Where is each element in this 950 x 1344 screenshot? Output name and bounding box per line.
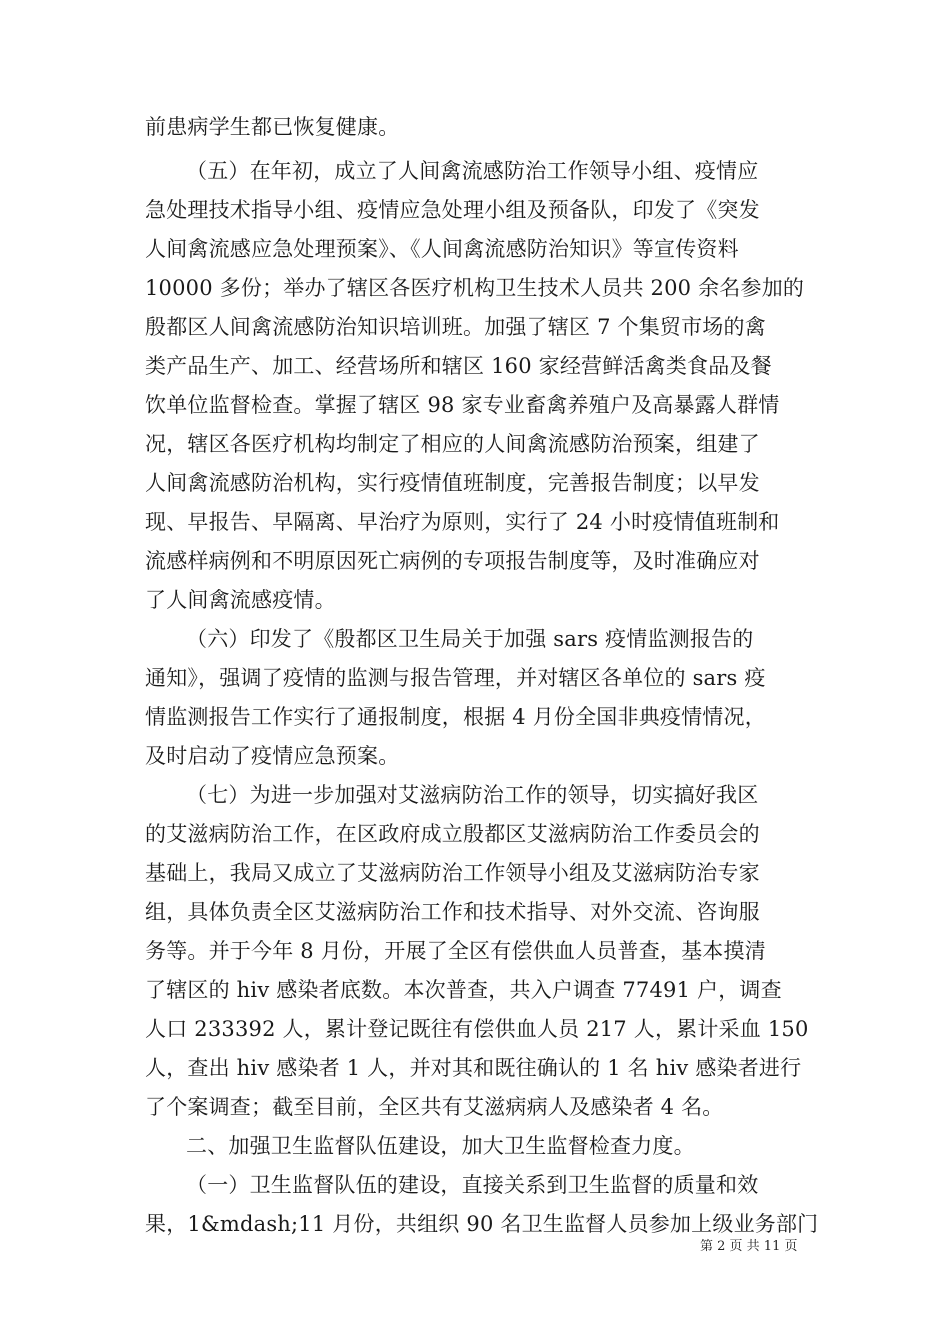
text-line: 流感样病例和不明原因死亡病例的专项报告制度等，及时准确应对 bbox=[145, 549, 760, 573]
text-line: 情监测报告工作实行了通报制度，根据 4 月份全国非典疫情情况， bbox=[145, 705, 766, 729]
text-line: （七）为进一步加强对艾滋病防治工作的领导，切实搞好我区 bbox=[186, 783, 759, 807]
text-line: 人口 233392 人，累计登记既往有偿供血人员 217 人，累计采血 150 bbox=[145, 1017, 809, 1041]
text-line: 类产品生产、加工、经营场所和辖区 160 家经营鲜活禽类食品及餐 bbox=[145, 354, 772, 378]
text-line: 现、早报告、早隔离、早治疗为原则，实行了 24 小时疫情值班制和 bbox=[145, 510, 780, 534]
text-line: （六）印发了《殷都区卫生局关于加强 sars 疫情监测报告的 bbox=[186, 627, 754, 651]
text-line: 基础上，我局又成立了艾滋病防治工作领导小组及艾滋病防治专家 bbox=[145, 861, 760, 885]
text-line: 人间禽流感应急处理预案》、《人间禽流感防治知识》等宣传资料 bbox=[145, 237, 739, 261]
text-line: 况，辖区各医疗机构均制定了相应的人间禽流感防治预案，组建了 bbox=[145, 432, 760, 456]
text-line: 了人间禽流感疫情。 bbox=[145, 588, 336, 612]
text-line: 了辖区的 hiv 感染者底数。本次普查，共入户调查 77491 户，调查 bbox=[145, 978, 782, 1002]
text-line: 10000 多份；举办了辖区各医疗机构卫生技术人员共 200 余名参加的 bbox=[145, 276, 805, 300]
text-line: 人间禽流感防治机构，实行疫情值班制度，完善报告制度；以早发 bbox=[145, 471, 760, 495]
text-line: （五）在年初，成立了人间禽流感防治工作领导小组、疫情应 bbox=[186, 159, 759, 183]
text-line: 人，查出 hiv 感染者 1 人，并对其和既往确认的 1 名 hiv 感染者进行 bbox=[145, 1056, 802, 1080]
text-line: 务等。并于今年 8 月份，开展了全区有偿供血人员普查，基本摸清 bbox=[145, 939, 766, 963]
text-line: 的艾滋病防治工作，在区政府成立殷都区艾滋病防治工作委员会的 bbox=[145, 822, 760, 846]
text-line: 及时启动了疫情应急预案。 bbox=[145, 744, 400, 768]
text-line: 饮单位监督检查。掌握了辖区 98 家专业畜禽养殖户及高暴露人群情 bbox=[145, 393, 780, 417]
text-line: 通知》，强调了疫情的监测与报告管理，并对辖区各单位的 sars 疫 bbox=[145, 666, 766, 690]
text-line: 急处理技术指导小组、疫情应急处理小组及预备队，印发了《突发 bbox=[145, 198, 760, 222]
text-line: 了个案调查；截至目前，全区共有艾滋病病人及感染者 4 名。 bbox=[145, 1095, 724, 1119]
text-line: 前患病学生都已恢复健康。 bbox=[145, 115, 400, 139]
text-line: 组，具体负责全区艾滋病防治工作和技术指导、对外交流、咨询服 bbox=[145, 900, 760, 924]
text-line: 果，1&mdash;11 月份，共组织 90 名卫生监督人员参加上级业务部门 bbox=[145, 1212, 819, 1236]
text-line: 殷都区人间禽流感防治知识培训班。加强了辖区 7 个集贸市场的禽 bbox=[145, 315, 766, 339]
section-heading: 二、加强卫生监督队伍建设，加大卫生监督检查力度。 bbox=[186, 1134, 695, 1158]
page-number-footer: 第 2 页 共 11 页 bbox=[700, 1239, 798, 1254]
text-line: （一）卫生监督队伍的建设，直接关系到卫生监督的质量和效 bbox=[186, 1173, 759, 1197]
